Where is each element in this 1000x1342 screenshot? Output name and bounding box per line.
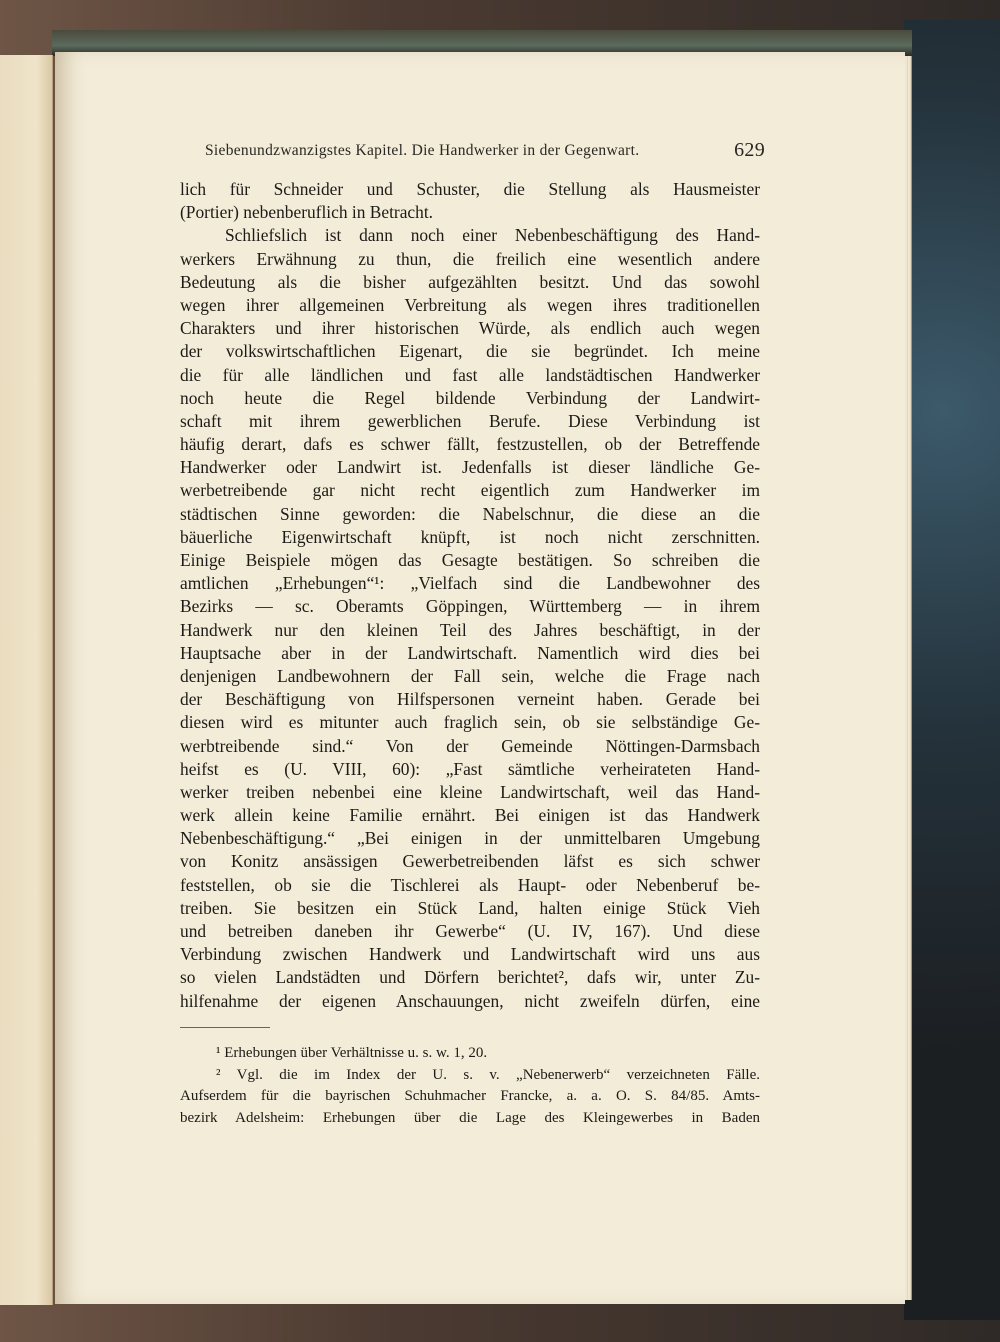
text-line: wegen ihrer allgemeinen Verbreitung als wegen ihres traditionellen (180, 294, 760, 315)
text-line: Handwerker oder Landwirt ist. Jedenfalls ist dieser ländliche Ge- (180, 457, 760, 478)
footnote-line: Aufserdem für die bayrischen Schuhmacher Francke, a. a. O. S. 84/85. Amts- (180, 1088, 760, 1104)
text-line: häufig derart, dafs es schwer fällt, festzustellen, ob der Betreffende (180, 434, 760, 455)
footnotes (180, 1043, 760, 1129)
running-head (205, 139, 765, 161)
facing-page (0, 55, 53, 1305)
text-line: (Portier) nebenberuflich in Betracht. (180, 202, 434, 223)
book-cover-edge (904, 20, 1000, 1320)
text-line: Schliefslich ist dann noch einer Nebenbeschäftigung des Hand- (225, 225, 760, 246)
text-line: lich für Schneider und Schuster, die Stellung als Hausmeister (180, 179, 760, 199)
text-line: schaft mit ihrem gewerblichen Berufe. Diese Verbindung ist (180, 410, 760, 431)
text-line: werker treiben nebenbei eine kleine Landwirtschaft, weil das Hand- (180, 781, 760, 802)
text-line: Hauptsache aber in der Landwirtschaft. Namentlich wird dies bei (180, 642, 760, 663)
footnote-line: ² Vgl. die im Index der U. s. v. „Nebenerwerb“ verzeichneten Fälle. (216, 1066, 760, 1083)
text-line: der volkswirtschaftlichen Eigenart, die sie begründet. Ich meine (180, 341, 760, 362)
text-line: heifst es (U. VIII, 60): „Fast sämtliche verheirateten Hand- (180, 758, 760, 779)
text-line: amtlichen „Erhebungen“¹: „Vielfach sind die Landbewohner des (180, 573, 760, 594)
footnote-line: ¹ Erhebungen über Verhältnisse u. s. w. 1, 20. (216, 1045, 488, 1061)
text-line: Charakters und ihrer historischen Würde, als endlich auch wegen (180, 318, 760, 339)
text-line: werbtreibende sind.“ Von der Gemeinde Nöttingen-Darmsbach (180, 735, 760, 756)
text-line: Bedeutung als die bisher aufgezählten besitzt. Und das sowohl (180, 271, 760, 292)
text-line: werk allein keine Familie ernährt. Bei einigen ist das Handwerk (180, 805, 760, 826)
text-line: und betreiben daneben ihr Gewerbe“ (U. IV, 167). Und diese (180, 921, 760, 941)
text-line: Handwerk nur den kleinen Teil des Jahres beschäftigt, in der (180, 619, 760, 640)
text-line: hilfenahme der eigenen Anschauungen, nicht zweifeln dürfen, eine (180, 990, 760, 1011)
text-line: bäuerliche Eigenwirtschaft knüpft, ist noch nicht zerschnitten. (180, 526, 760, 547)
text-line: so vielen Landstädten und Dörfern berichtet², dafs wir, unter Zu- (180, 967, 760, 988)
footnote-rule (180, 1027, 270, 1028)
text-line: werkers Erwähnung zu thun, die freilich eine wesentlich andere (180, 248, 760, 269)
text-line: treiben. Sie besitzen ein Stück Land, halten einige Stück Vieh (180, 897, 760, 918)
text-line: von Konitz ansässigen Gewerbetreibenden läfst es sich schwer (180, 851, 760, 872)
text-line: feststellen, ob sie die Tischlerei als Haupt- oder Nebenberuf be- (180, 874, 760, 895)
text-line: Einige Beispiele mögen das Gesagte bestätigen. So schreiben die (180, 550, 760, 570)
text-line: der Beschäftigung von Hilfspersonen verneint haben. Gerade bei (180, 689, 760, 710)
text-line: die für alle ländlichen und fast alle landstädtischen Handwerker (180, 364, 760, 385)
text-line: Bezirks — sc. Oberamts Göppingen, Württemberg — in ihrem (180, 596, 760, 617)
body-text (180, 178, 760, 1013)
text-line: städtischen Sinne geworden: die Nabelschnur, die diese an die (180, 503, 760, 524)
text-line: denjenigen Landbewohnern der Fall sein, welche die Frage nach (180, 665, 760, 686)
footnote-line: bezirk Adelsheim: Erhebungen über die Lage des Kleingewerbes in Baden (180, 1109, 760, 1126)
text-line: noch heute die Regel bildende Verbindung der Landwirt- (180, 387, 760, 408)
running-head-title: Siebenundzwanzigstes Kapitel. Die Handwerker in der Gegenwart. (205, 142, 640, 159)
text-line: werbetreibende gar nicht recht eigentlich zum Handwerker im (180, 480, 760, 501)
text-line: Verbindung zwischen Handwerk und Landwirtschaft wird uns aus (180, 944, 760, 965)
text-line: Nebenbeschäftigung.“ „Bei einigen in der unmittelbaren Umgebung (180, 828, 760, 849)
text-line: diesen wird es mitunter auch fraglich sein, ob sie selbständige Ge- (180, 712, 760, 733)
page-number: 629 (734, 139, 765, 161)
